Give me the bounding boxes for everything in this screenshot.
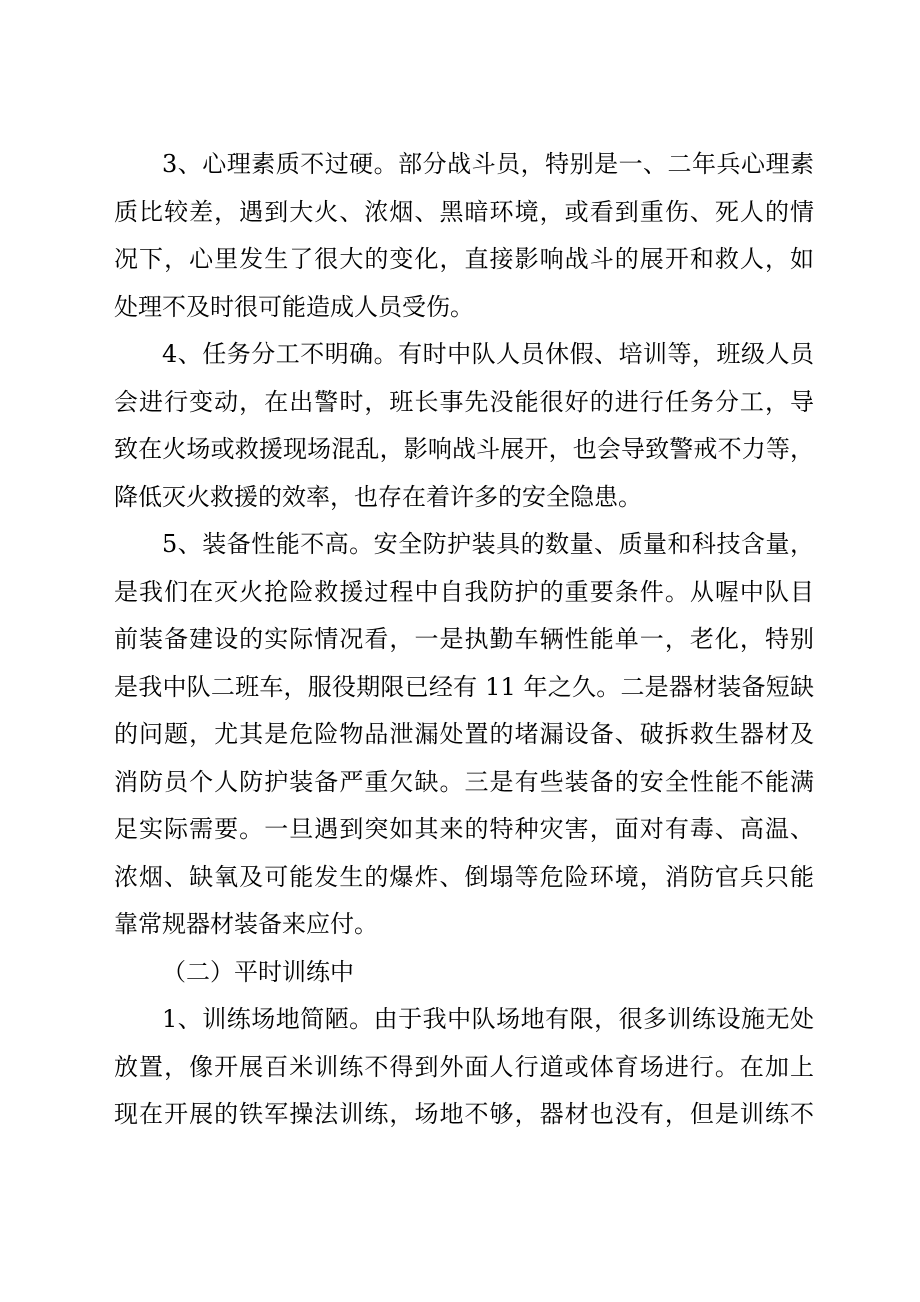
text-line: 会进行变动，在出警时，班长事先没能很好的进行任务分工，导 bbox=[114, 387, 814, 416]
text-line: 浓烟、缺氧及可能发生的爆炸、倒塌等危险环境，消防官兵只能 bbox=[114, 862, 814, 891]
paragraph-equipment-performance bbox=[114, 521, 814, 949]
paragraph-training-ground bbox=[114, 996, 814, 1139]
text-line: 况下，心里发生了很大的变化，直接影响战斗的展开和救人，如 bbox=[114, 245, 814, 273]
text-line: 现在开展的铁军操法训练，场地不够，器材也没有，但是训练不 bbox=[114, 1100, 814, 1128]
text-line: 4、任务分工不明确。有时中队人员休假、培训等，班级人员 bbox=[162, 340, 814, 368]
text-line: 处理不及时很可能造成人员受伤。 bbox=[114, 292, 474, 321]
text-line: 是我们在灭火抢险救援过程中自我防护的重要条件。从喔中队目 bbox=[114, 577, 814, 606]
document-body bbox=[114, 141, 814, 1139]
text-line: 5、装备性能不高。安全防护装具的数量、质量和科技含量， bbox=[162, 530, 814, 558]
section-heading: （二）平时训练中 bbox=[162, 957, 354, 986]
text-line: 质比较差，遇到大火、浓烟、黑暗环境，或看到重伤、死人的情 bbox=[114, 197, 814, 226]
text-line: 1、训练场地简陋。由于我中队场地有限，很多训练设施无处 bbox=[162, 1005, 814, 1033]
text-line: 足实际需要。一旦遇到突如其来的特种灾害，面对有毒、高温、 bbox=[114, 815, 814, 843]
text-line: 是我中队二班车，服役期限已经有 11 年之久。二是器材装备短缺 bbox=[114, 672, 814, 701]
text-line: 3、心理素质不过硬。部分战斗员，特别是一、二年兵心理素 bbox=[162, 150, 814, 178]
text-line: 放置，像开展百米训练不得到外面人行道或体育场进行。在加上 bbox=[114, 1052, 814, 1081]
text-line: 降低灭火救援的效率，也存在着许多的安全隐患。 bbox=[114, 482, 642, 511]
text-line: 消防员个人防护装备严重欠缺。三是有些装备的安全性能不能满 bbox=[114, 767, 814, 796]
text-line: 致在火场或救援现场混乱，影响战斗展开，也会导致警戒不力等， bbox=[114, 435, 814, 463]
paragraph-psychological-quality bbox=[114, 141, 814, 331]
text-line: 的问题，尤其是危险物品泄漏处置的堵漏设备、破拆救生器材及 bbox=[114, 720, 814, 748]
paragraph-task-division bbox=[114, 331, 814, 521]
text-line: 前装备建设的实际情况看，一是执勤车辆性能单一，老化，特别 bbox=[114, 625, 814, 653]
text-line: 靠常规器材装备来应付。 bbox=[114, 910, 378, 938]
